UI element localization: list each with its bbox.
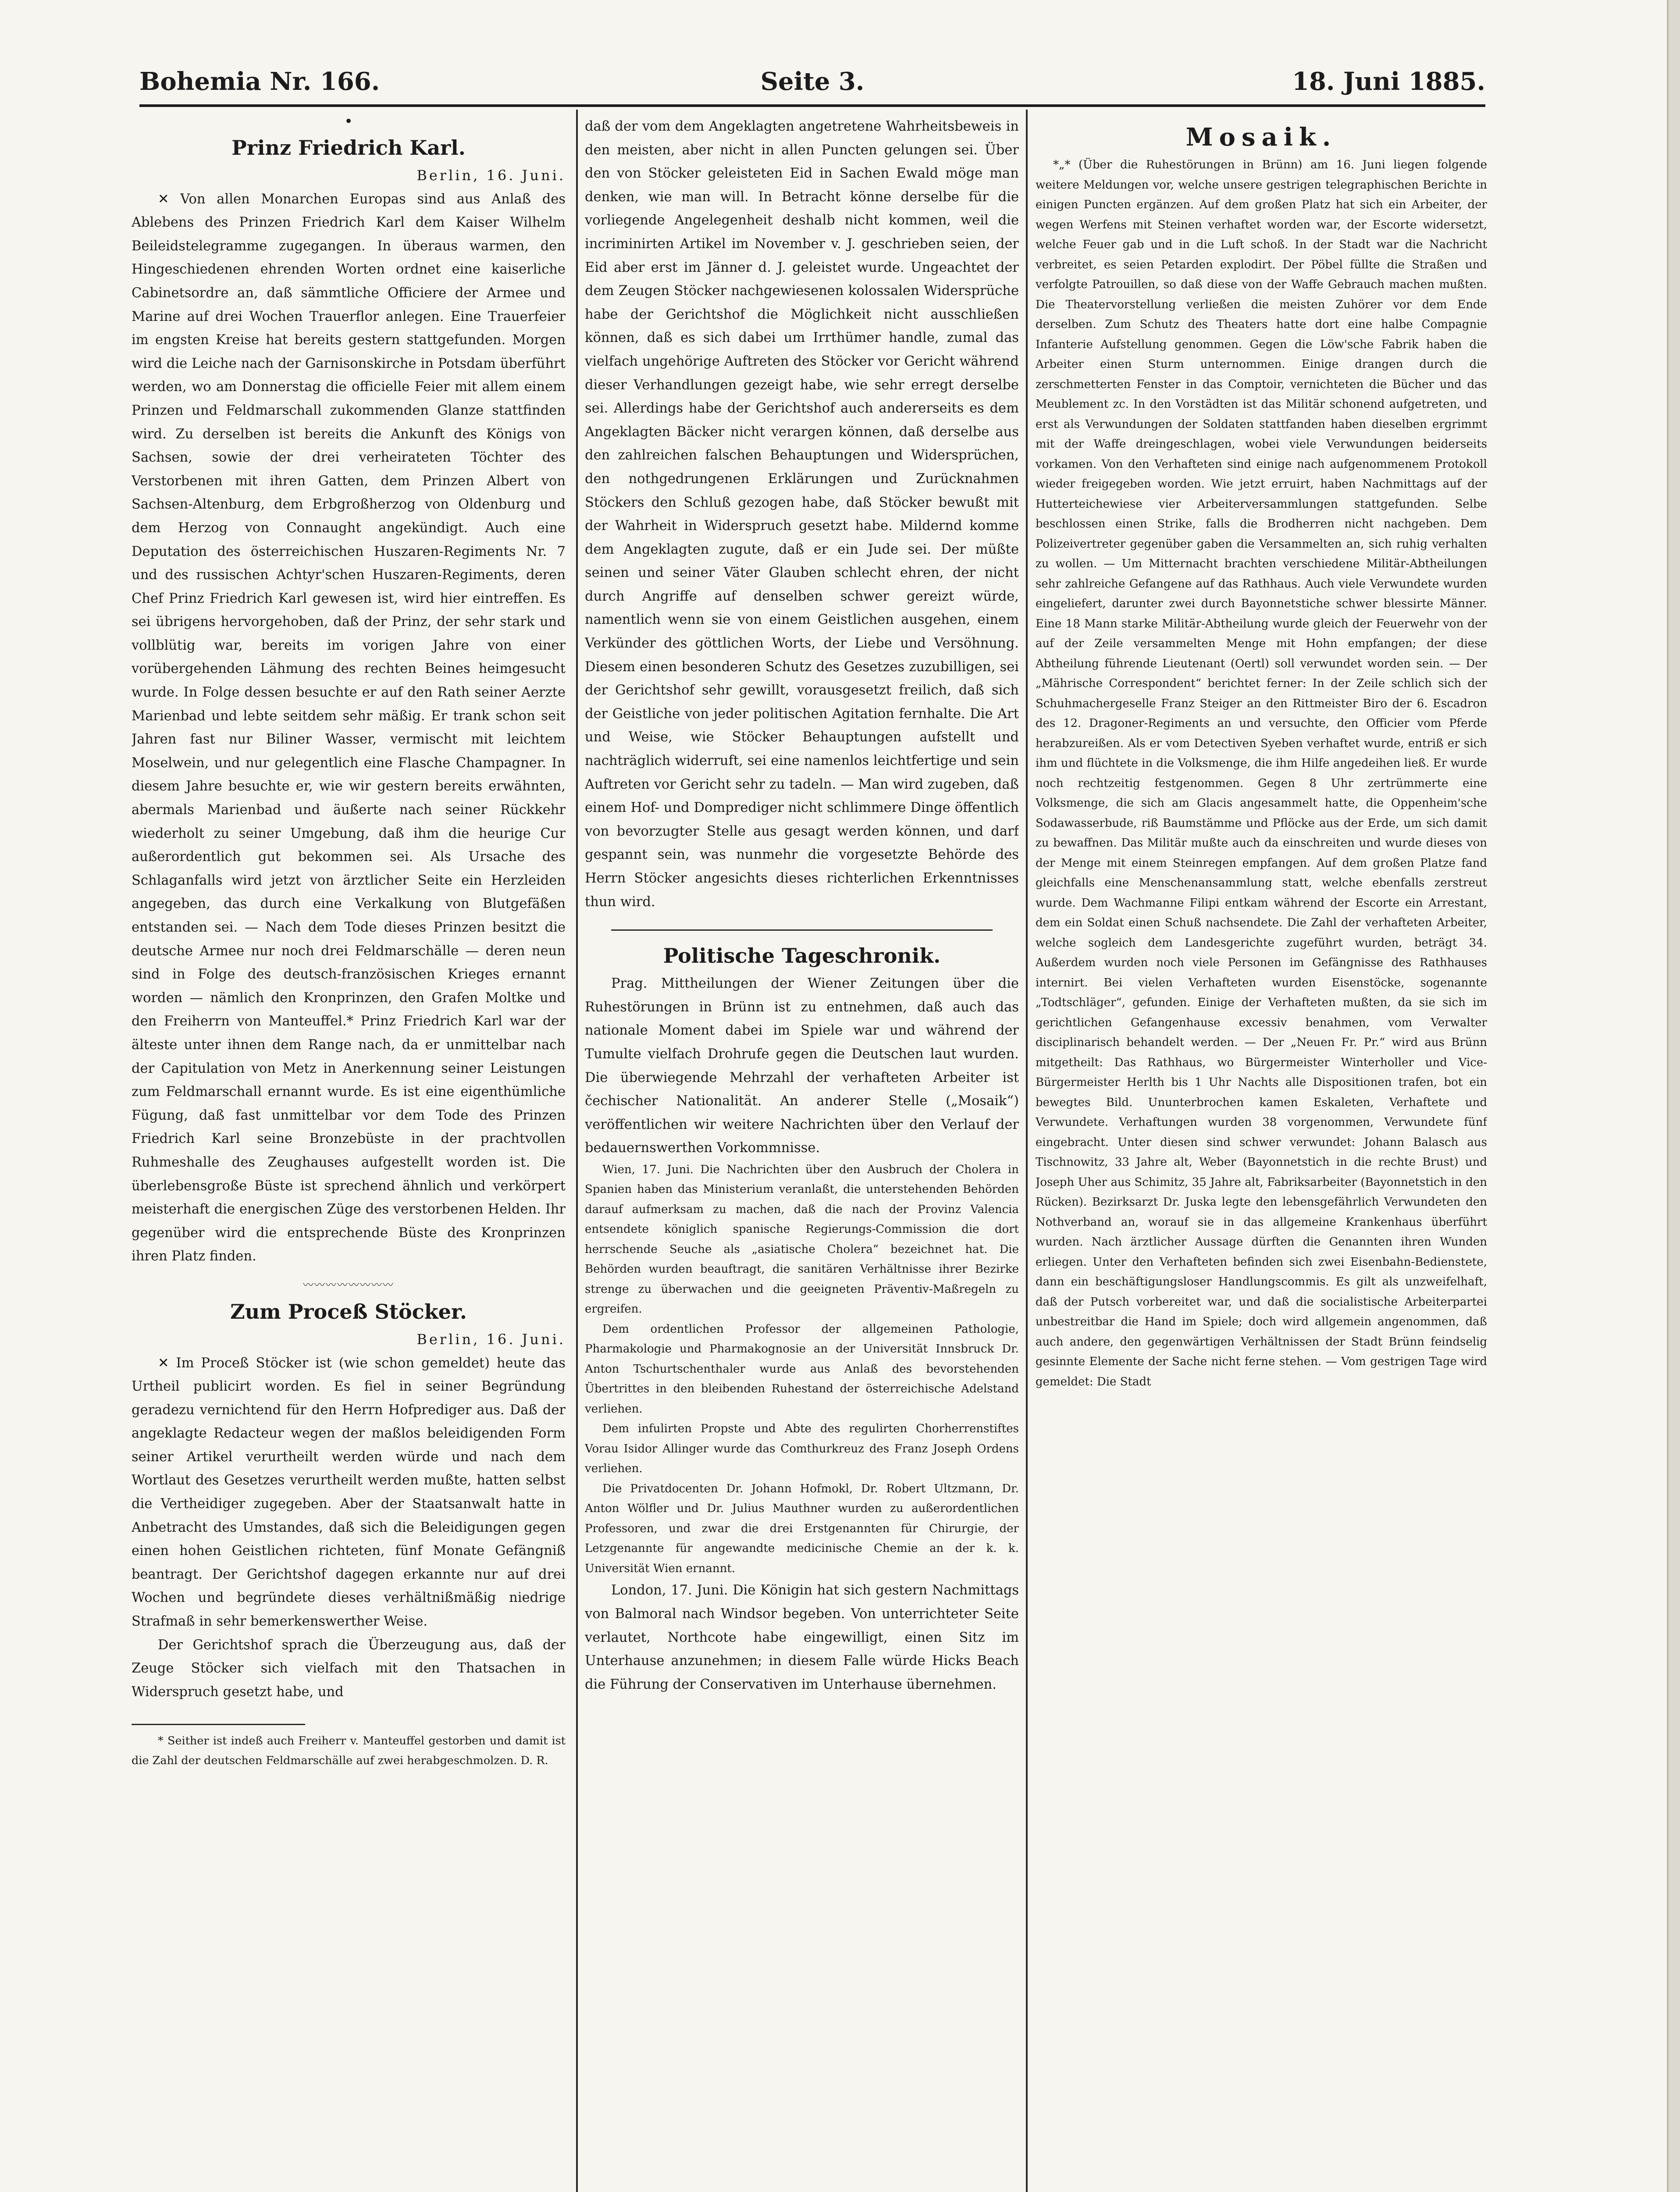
masthead-issue: Bohemia Nr. 166. (139, 67, 380, 96)
section-separator (611, 929, 993, 931)
article-paragraph: Der Gerichtshof sprach die Überzeugung aus, daß der Zeuge Stöcker sich vielfach mit den Thatsachen in Widerspruch gesetzt habe, und (132, 1637, 566, 1700)
news-item: Die Privatdocenten Dr. Johann Hofmokl, Dr. Robert Ultzmann, Dr. Anton Wölfler und Dr. Julius Mauthner wurden zu außerordentlichen Professoren, und zwar die drei Erstgenannten für Chirurgie, der Letzgenannte für angewandte medicinische Chemie an der k. k. Universität Wien ernannt. (585, 1482, 1019, 1575)
column-rule-2 (1026, 110, 1028, 2192)
masthead-date: 18. Juni 1885. (1292, 67, 1485, 96)
news-item-london: London, 17. Juni. Die Königin hat sich gestern Nachmittags von Balmoral nach Windsor begeben. Von unterrichteter Seite verlautet, Northcote habe eingewilligt, einen Sitz im Unterhause anzunehmen; in diesem Falle würde Hicks Beach die Führung der Conservativen im Unterhause übernehmen. (585, 1583, 1019, 1692)
footnote: * Seither ist indeß auch Freiherr v. Manteuffel gestorben und damit ist die Zahl der deutschen Feldmarschälle auf zwei herabgeschmolzen. D. R. (132, 1734, 566, 1768)
column-1 (132, 115, 566, 2192)
news-item-prag: Prag. Mittheilungen der Wiener Zeitungen über die Ruhestörungen in Brünn ist zu entnehmen, daß auch das nationale Moment dabei im Spiele war und während der Tumulte vielfach Drohrufe gegen die Deutschen laut wurden. Die überwiegende Mehrzahl der verhafteten Arbeiter ist čechischer Nationalität. An anderer Stelle („Mosaik“) veröffentlichen wir weitere Nachrichten über den Verlauf der bedauernswerthen Vorkommnisse. (585, 976, 1019, 1156)
article-paragraph: daß der vom dem Angeklagten angetretene Wahrheitsbeweis in den meisten, aber nicht in allen Puncten gelungen sei. Über den von Stöcker geleisteten Eid in Sachen Ewald möge man denken, wie man will. In Betracht könne derselbe für die vorliegende Angelegenheit deshalb nicht kommen, weil die incriminirten Artikel im November v. J. geschrieben seien, der Eid aber erst im Jänner d. J. geleistet wurde. Ungeachtet der dem Zeugen Stöcker nachgewiesenen kolossalen Widersprüche habe der Gerichtshof die Möglichkeit nicht ausschließen können, daß es sich dabei um Irrthümer handle, zumal das vielfach ungehörige Auftreten des Stöcker vor Gericht während dieser Verhandlungen gezeigt habe, wie sehr erregt derselbe sei. Allerdings habe der Gerichtshof auch andererseits es dem Angeklagten Bäcker nicht verargen können, daß derselbe aus den zahlreichen falschen Behauptungen und Widersprüchen, den nothgedrungenen Erklärungen und Zurücknahmen Stöckers den Schluß gezogen habe, daß Stöcker bewußt mit der Wahrheit in Widerspruch gesetzt habe. Mildernd komme dem Angeklagten zugute, daß er ein Jude sei. Der müßte seinen und seiner Väter Glauben schlecht ehren, der nicht durch Angriffe auf denselben schwer gereizt würde, namentlich wenn sie von einem Geistlichen ausgehen, einem Verkünder des göttlichen Worts, der Liebe und Versöhnung. Diesem einen besonderen Schutz des Gesetzes zuzubilligen, sei der Gerichtshof sehr gewillt, vorausgesetzt freilich, daß sich der Geistliche von jeder politischen Agitation fernhalte. Die Art und Weise, wie Stöcker Behauptungen aufstellt und nachträglich widerruft, sei eine namenlos leichtfertige und sein Auftreten vor Gericht sehr zu tadeln. — Man wird zugeben, daß einem Hof- und Domprediger nicht schlimmere Dinge öffentlich von bevorzugter Stelle aus gesagt werden können, und darf gespannt sein, was nunmehr die vorgesetzte Behörde des Herrn Stöcker angesichts dieses richterlichen Erkenntnisses thun wird. (585, 119, 1019, 910)
ornament-star: • (344, 115, 353, 130)
column-rule-1 (576, 110, 578, 2192)
mosaik-paragraph: *„* (Über die Ruhestörungen in Brünn) am 16. Juni liegen folgende weitere Meldungen vor, welche unsere gestrigen telegraphischen Berichte in einigen Puncten ergänzen. Auf dem großen Platz hat sich ein Arbeiter, der wegen Werfens mit Steinen verhaftet worden war, der Escorte widersetzt, welche Feuer gab und in die Luft schoß. In der Stadt war die Nachricht verbreitet, es seien Petarden explodirt. Der Pöbel füllte die Straßen und verfolgte Patrouillen, so daß diese von der Waffe Gebrauch machen mußten. Die Theatervorstellung verließen die meisten Zuhörer vor dem Ende derselben. Zum Schutz des Theaters hatte dort eine halbe Compagnie Infanterie Aufstellung genommen. Gegen die Löw'sche Fabrik haben die Arbeiter einen Sturm unternommen. Einige drangen durch die zerschmetterten Fenster in das Comptoir, vernichteten die Bücher und das Meublement zc. In den Vorstädten ist das Militär schonend aufgetreten, und erst als Verwundungen der Soldaten stattfanden haben dieselben ergrimmt mit der Waffe dreingeschlagen, wobei viele Verwundungen beiderseits vorkamen. Von den Verhafteten sind einige nach aufgenommenem Protokoll wieder freigegeben worden. Wie jetzt erruirt, haben Nachmittags auf der Hutterteichewiese vier Arbeiterversammlungen stattgefunden. Selbe beschlossen einen Strike, falls die Brodherren nicht nachgeben. Dem Polizeivertreter gegenüber gaben die Versammelten an, sich ruhig verhalten zu wollen. — Um Mitternacht brachten verschiedene Militär-Abtheilungen sehr zahlreiche Gefangene auf das Rathhaus. Auch viele Verwundete wurden eingeliefert, darunter zwei durch Bayonnetstiche schwer blessirte Männer. Eine 18 Mann starke Militär-Abtheilung wurde gleich der Feuerwehr von der auf der Zeile versammelten Menge mit Hohn empfangen; der diese Abtheilung führende Lieutenant (Oertl) soll verwundet worden sein. — Der „Mährische Correspondent“ berichtet ferner: In der Zeile schlich sich der Schuhmachergeselle Franz Steiger an den Rittmeister Biro der 6. Escadron des 12. Dragoner-Regiments an und versuchte, den Officier vom Pferde herabzureißen. Als er vom Detectiven Syeben verhaftet wurde, entriß er sich ihm und flüchtete in die Volksmenge, die ihm Hilfe angedeihen ließ. Er wurde noch rechtzeitig festgenommen. Gegen 8 Uhr zertrümmerte eine Volksmenge, die sich am Glacis angesammelt hatte, die Oppenheim'sche Sodawasserbude, riß Baumstämme und Pflöcke aus der Erde, um sich damit zu bewaffnen. Das Militär mußte auch da einschreiten und wurde dieses von der Menge mit einem Steinregen empfangen. Auf dem großen Platze fand gleichfalls eine Menschenansammlung statt, welche ebenfalls zerstreut wurde. Dem Wachmanne Filipi entkam während der Escorte ein Arrestant, dem ein Soldat einen Schuß nachsendete. Die Zahl der verhafteten Arbeiter, welche sogleich dem Landesgerichte zugeführt wurden, beträgt 34. Außerdem wurden noch viele Personen im Gefängnisse des Rathhauses internirt. Bei vielen Verhafteten wurden Eisenstöcke, sogenannte „Todtschläger“, gefunden. Einige der Verhafteten mußten, da sie sich im gerichtlichen Gefangenhause excessiv benahmen, vom Verwalter disciplinarisch behandelt werden. — Der „Neuen Fr. Pr.“ wird aus Brünn mitgetheilt: Das Rathhaus, wo Bürgermeister Winterholler und Vice-Bürgermeister Herlth bis 1 Uhr Nachts alle Dispositionen trafen, bot ein bewegtes Bild. Ununterbrochen kamen Eskaleten, Verhaftete und Verwundete. Verhaftungen wurden 38 vorgenommen, Verwundete fünf eingebracht. Unter diesen sind schwer verwundet: Johann Balasch aus Tischnowitz, 33 Jahre alt, Weber (Bayonnetstich in die rechte Brust) und Joseph Uher aus Schimitz, 35 Jahre alt, Fabriksarbeiter (Bayonnetstich in den Rücken). Bezirksarzt Dr. Juska legte den lebensgefährlich Verwundeten den Nothverband an, worauf sie in das allgemeine Krankenhaus überführt wurden. Nach ärztlicher Aussage dürften die Genannten ihren Wunden erliegen. Unter den Verhafteten befinden sich zwei Eisenbahn-Bedienstete, dann ein beschäftigungsloser Handlungscommis. Es gilt als unzweifelhaft, daß der Putsch vorbereitet war, und daß die socialistische Arbeiterpartei unbestreitbar die Hand im Spiele; doch wird allgemein angenommen, daß auch andere, den gegenwärtigen Verhältnissen der Stadt Brünn feindselig gesinnte Elemente der Sache nicht ferne stehen. — Vom gestrigen Tage wird gemeldet: Die Stadt (1036, 158, 1487, 1388)
masthead-page-number: Seite 3. (760, 67, 865, 96)
page-edge (1667, 0, 1680, 2192)
news-item-wien: Wien, 17. Juni. Die Nachrichten über den Ausbruch der Cholera in Spanien haben das Ministerium veranlaßt, die unterstehenden Behörden darauf aufmerksam zu machen, daß die nach der Provinz Valencia entsendete königlich spanische Regierungs-Commission die dort herrschende Seuche als „asiatische Cholera“ bezeichnet hat. Die Behörden wurden beauftragt, die sanitären Verhältnisse ihrer Bezirke strenge zu überwachen und die geeigneten Präventiv-Maßregeln zu ergreifen. (585, 1163, 1019, 1316)
article-heading-prinz-friedrich-karl: Prinz Friedrich Karl. (231, 136, 466, 160)
dateline: Berlin, 16. Juni. (416, 1331, 566, 1348)
footnote-rule (132, 1724, 305, 1725)
header-rule (139, 104, 1485, 107)
section-ornament: 〰〰〰〰〰〰〰〰 (303, 1278, 394, 1291)
column-2 (585, 115, 1019, 2192)
article-paragraph: ✕ Im Proceß Stöcker ist (wie schon gemeldet) heute das Urtheil publicirt worden. Es fiel in seiner Begründung geradezu vernichtend für den Herrn Hofprediger aus. Daß der angeklagte Redacteur wegen der maßlos beleidigenden Form seiner Artikel verurtheilt werden würde und nach dem Wortlaut des Gesetzes verurtheilt werden mußte, hatten selbst die Vertheidiger zugegeben. Aber der Staatsanwalt hatte in Anbetracht des Umstandes, daß sich die Beleidigungen gegen einen hohen Geistlichen richteten, fünf Monate Gefängniß beantragt. Der Gerichtshof dagegen erkannte nur auf drei Wochen und begründete dieses verhältnißmäßig niedrige Strafmaß in sehr bemerkenswerther Weise. (132, 1355, 566, 1630)
section-heading-mosaik: Mosaik. (1185, 123, 1337, 152)
dateline: Berlin, 16. Juni. (416, 167, 566, 184)
news-item: Dem infulirten Propste und Abte des regulirten Chorherrenstiftes Vorau Isidor Allinger wurde das Comthurkreuz des Franz Joseph Ordens verliehen. (585, 1422, 1019, 1476)
article-heading-process-stoecker: Zum Proceß Stöcker. (230, 1299, 467, 1324)
mosaik-block (1036, 155, 1487, 1392)
article-paragraph: ✕ Von allen Monarchen Europas sind aus Anlaß des Ablebens des Prinzen Friedrich Karl dem Kaiser Wilhelm Beileidstelegramme zugegangen. In überaus warmen, den Hingeschiedenen ehrenden Worten ordnet eine kaiserliche Cabinetsordre an, daß sämmtliche Officiere der Armee und Marine auf drei Wochen Trauerflor anlegen. Eine Trauerfeier im engsten Kreise hat bereits gestern stattgefunden. Morgen wird die Leiche nach der Garnisonskirche in Potsdam überführt werden, wo am Donnerstag die officielle Feier mit allem einem Prinzen und Feldmarschall zukommenden Glanze stattfinden wird. Zu derselben ist bereits die Ankunft des Königs von Sachsen, sowie der drei verheirateten Töchter des Verstorbenen mit ihren Gatten, dem Prinzen Albert von Sachsen-Altenburg, dem Erbgroßherzog von Oldenburg und dem Herzog von Connaught angekündigt. Auch eine Deputation des österreichischen Huszaren-Regiments Nr. 7 und des russischen Achtyr'schen Huszaren-Regiments, deren Chef Prinz Friedrich Karl gewesen ist, wird hier eintreffen. Es sei übrigens hervorgehoben, daß der Prinz, der sehr stark und vollblütig war, bereits im vorigen Jahre von einer vorübergehenden Lähmung des rechten Beines heimgesucht wurde. In Folge dessen besuchte er auf den Rath seiner Aerzte Marienbad und lebte seitdem sehr mäßig. Er trank schon seit Jahren fast nur Biliner Wasser, vermischt mit leichtem Moselwein, und nur gelegentlich eine Flasche Champagner. In diesem Jahre besuchte er, wie wir gestern bereits erwähnten, abermals Marienbad und äußerte nach seiner Rückkehr wiederholt zu seiner Umgebung, daß ihm die heurige Cur außerordentlich gut bekommen sei. Als Ursache des Schlaganfalls wird jetzt von ärztlicher Seite ein Herzleiden angegeben, das durch eine Verkalkung von Blutgefäßen entstanden sei. — Nach dem Tode dieses Prinzen besitzt die deutsche Armee nur noch drei Feldmarschälle — deren neun sind in Folge des deutsch-französischen Krieges ernannt worden — nämlich den Kronprinzen, den Grafen Moltke und den Freiherrn von Manteuffel.* Prinz Friedrich Karl war der älteste unter ihnen dem Range nach, da er unmittelbar nach der Capitulation von Metz in Anerkennung seiner Leistungen zum Feldmarschall ernannt wurde. Es ist eine eigenthümliche Fügung, daß fast unmittelbar vor dem Tode des Prinzen Friedrich Karl seine Bronzebüste in der prachtvollen Ruhmeshalle des Zeughauses aufgestellt worden ist. Die überlebensgroße Büste ist sprechend ähnlich und verkörpert meisterhaft die energischen Züge des verstorbenen Helden. Ihr gegenüber wird die entsprechende Büste des Kronprinzen ihren Platz finden. (132, 191, 566, 1264)
news-item: Dem ordentlichen Professor der allgemeinen Pathologie, Pharmakologie und Pharmakognosie an der Universität Innsbruck Dr. Anton Tschurtschenthaler wurde aus Anlaß des bevorstehenden Übertrittes in den bleibenden Ruhestand der österreichische Adelstand verliehen. (585, 1322, 1019, 1416)
column-3 (1036, 115, 1487, 2192)
section-heading-politische-tageschronik: Politische Tageschronik. (663, 944, 941, 968)
masthead (139, 66, 1485, 97)
news-block-small (585, 1160, 1019, 1579)
